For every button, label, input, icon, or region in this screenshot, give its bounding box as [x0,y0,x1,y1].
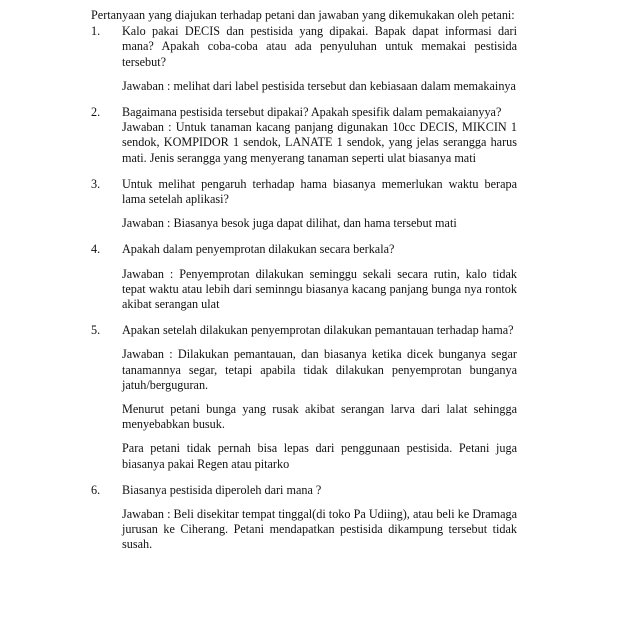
intro-paragraph: Pertanyaan yang diajukan terhadap petani dan jawaban yang dikemukakan oleh petani: [91,8,515,22]
question-text: Untuk melihat pengaruh terhadap hama biasanya memerlukan waktu berapa lama setelah aplikasi? [122,176,517,207]
question-item-2 [91,105,517,166]
answer-text: Para petani tidak pernah bisa lepas dari penggunaan pestisida. Petani juga biasanya pakai Regen atau pitarko [122,441,517,471]
question-text: Bagaimana pestisida tersebut dipakai? Apakah spesifik dalam pemakaianyya? [122,105,502,120]
item-number: 3. [91,176,101,191]
answer-text: Jawaban : melihat dari label pestisida tersebut dan kebiasaan dalam memakainya [122,78,516,93]
question-text: Kalo pakai DECIS dan pestisida yang dipakai. Bapak dapat informasi dari mana? Apakah coba-coba atau ada penyuluhan untuk memakai pestisida tersebut? [122,24,517,69]
answer-text: Menurut petani bunga yang rusak akibat serangan larva dari lalat sehingga menyebabkan busuk. [122,402,517,432]
answer-text: Jawaban : Untuk tanaman kacang panjang digunakan 10cc DECIS, MIKCIN 1 sendok, KOMPIDOR 1 sendok, LANATE 1 sendok, yang jelas serangga harus mati. Jenis serangga yang menyerang tanaman seperti ulat biasanya mati [122,120,517,165]
item-number: 2. [91,105,101,120]
question-text: Biasanya pestisida diperoleh dari mana ? [122,482,322,497]
question-item-5 [91,323,517,472]
question-text: Apakan setelah dilakukan penyemprotan dilakukan pemantauan terhadap hama? [122,323,514,338]
answer-text: Jawaban : Dilakukan pemantauan, dan biasanya ketika dicek bunganya segar tanamannya segar, tetapi apabila tidak dilakukan penyemprotan bunganya jatuh/berguguran. [122,347,517,392]
answer-text: Jawaban : Beli disekitar tempat tinggal(di toko Pa Udiing), atau beli ke Dramaga jurusan ke Ciherang. Petani mendapatkan pestisida dikampung tersebut tidak susah. [122,507,517,552]
question-item-3 [91,177,517,232]
item-number: 5. [91,323,101,338]
answer-text: Jawaban : Penyemprotan dilakukan seminggu sekali secara rutin, kalo tidak tepat waktu atau lebih dari seminngu biasanya kacang panjang bunga nya rontok akibat serangan ulat [122,266,517,312]
item-number: 1. [91,24,101,39]
answer-text: Jawaban : Biasanya besok juga dapat dilihat, dan hama tersebut mati [122,216,457,231]
question-item-6 [91,483,517,553]
question-item-1 [91,24,517,94]
item-number: 6. [91,482,101,497]
item-number: 4. [91,242,101,257]
question-item-4 [91,242,517,312]
document-page [91,8,517,553]
question-text: Apakah dalam penyemprotan dilakukan secara berkala? [122,242,395,257]
